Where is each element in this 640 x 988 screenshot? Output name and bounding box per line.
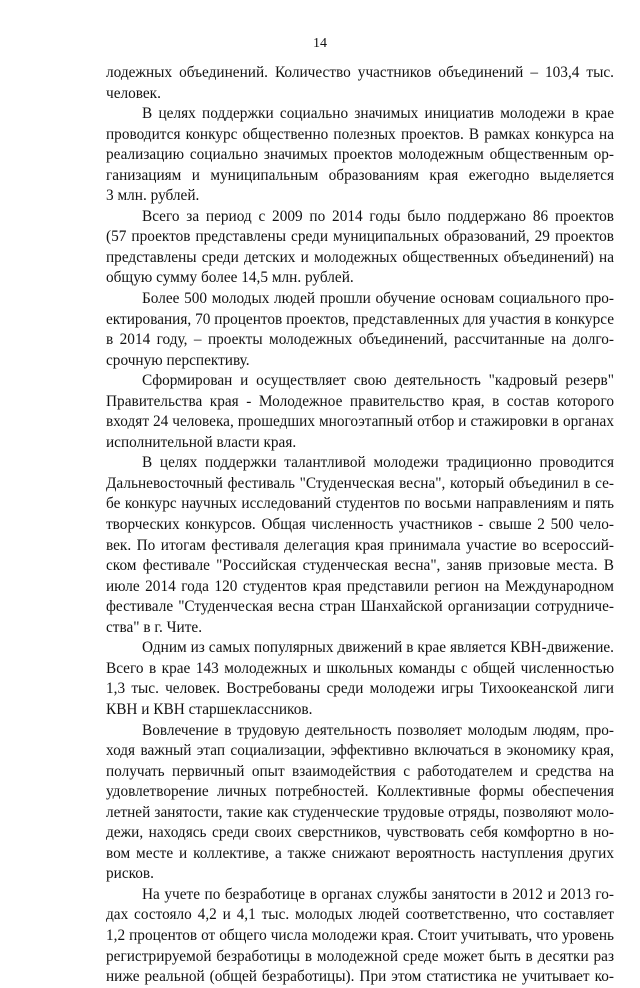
text-line: получать первичный опыт взаимодействия с работодателем и средства на <box>106 762 614 780</box>
text-line: Правительства края - Молодежное правительство края, в состав которого <box>106 392 614 410</box>
text-line: ганизациям и муниципальным образованиям края ежегодно выделяется <box>106 166 614 184</box>
text-line: дежи, находясь среди своих сверстников, чувствовать себя комфортно в но- <box>106 824 614 842</box>
text-line: удовлетворение личных потребностей. Коллективные формы обеспечения <box>106 783 614 801</box>
text-line: ства" в г. Чите. <box>106 618 203 636</box>
text-line: срочную перспективу. <box>106 351 250 369</box>
text-line: бе конкурс научных исследований студентов по восьми направлениям и пять <box>106 495 614 513</box>
text-line: реализацию социально значимых проектов молодежным общественным ор- <box>106 146 614 164</box>
text-line: дах состояло 4,2 и 4,1 тыс. молодых людей соответственно, что составляет <box>106 906 614 924</box>
text-line: творческих конкурсов. Общая численность участников - свыше 2 500 чело- <box>106 516 614 534</box>
text-line: вом месте и коллективе, а также снижают вероятность наступления других <box>106 844 614 862</box>
text-line: Всего в крае 143 молодежных и школьных команды с общей численностью <box>106 659 614 677</box>
text-line: человек. <box>106 84 161 102</box>
text-line: 3 млн. рублей. <box>106 187 200 205</box>
text-line: проводится конкурс общественно полезных проектов. В рамках конкурса на <box>106 125 614 143</box>
text-line: В целях поддержки социально значимых инициатив молодежи в крае <box>142 105 614 123</box>
text-line: (57 проектов представлены среди муниципальных образований, 29 проектов <box>106 228 614 246</box>
text-line: представлены среди детских и молодежных общественных объединений) на <box>106 248 614 266</box>
text-line: В целях поддержки талантливой молодежи традиционно проводится <box>142 454 614 472</box>
text-line: в 2014 году, – проекты молодежных объединений, рассчитанные на долго- <box>106 331 614 349</box>
text-line: лодежных объединений. Количество участников объединений – 103,4 тыс. <box>106 64 614 81</box>
text-line: исполнительной власти края. <box>106 433 297 451</box>
text-line: регистрируемой безработицы в молодежной среде может быть в десятки раз <box>106 947 614 965</box>
text-line: Более 500 молодых людей прошли обучение основам социального про- <box>142 290 614 308</box>
text-line: ходя важный этап социализации, эффективно включаться в экономику края, <box>106 742 614 760</box>
text-line: рисков. <box>106 865 154 883</box>
text-line: Всего за период с 2009 по 2014 годы было поддержано 86 проектов <box>142 207 614 225</box>
text-line: На учете по безработице в органах службы занятости в 2012 и 2013 го- <box>142 885 614 903</box>
text-line: Сформирован и осуществляет свою деятельность "кадровый резерв" <box>142 372 614 390</box>
text-line: Вовлечение в трудовую деятельность позволяет молодым людям, про- <box>142 721 614 739</box>
text-line: общую сумму более 14,5 млн. рублей. <box>106 269 354 287</box>
body-text <box>106 63 614 988</box>
text-line: фестивале "Студенческая весна стран Шанхайской организации сотрудниче- <box>106 598 614 616</box>
text-line: входят 24 человека, прошедших многоэтапный отбор и стажировки в органах <box>106 413 614 431</box>
text-line: 1,2 процентов от общего числа молодежи края. Стоит учитывать, что уровень <box>106 926 614 944</box>
text-line: июле 2014 года 120 студентов края представили регион на Международном <box>106 577 614 595</box>
text-line: ниже реальной (общей безработицы). При этом статистика не учитывает ко- <box>106 968 614 986</box>
text-line: 1,3 тыс. человек. Востребованы среди молодежи игры Тихоокеанской лиги <box>106 680 614 698</box>
page-number: 14 <box>313 36 327 51</box>
text-line: ском фестивале "Российская студенческая весна", заняв призовые места. В <box>106 557 614 575</box>
text-line: Одним из самых популярных движений в крае является КВН-движение. <box>142 639 614 657</box>
text-line: Дальневосточный фестиваль "Студенческая весна", который объединил в се- <box>106 474 614 492</box>
text-line: ектирования, 70 процентов проектов, представленных для участия в конкурсе <box>106 310 614 328</box>
text-line: КВН и КВН старшеклассников. <box>106 700 313 718</box>
text-line: летней занятости, такие как студенческие трудовые отряды, позволяют моло- <box>106 803 614 821</box>
text-line: век. По итогам фестиваля делегация края принимала участие во всероссий- <box>106 536 614 554</box>
